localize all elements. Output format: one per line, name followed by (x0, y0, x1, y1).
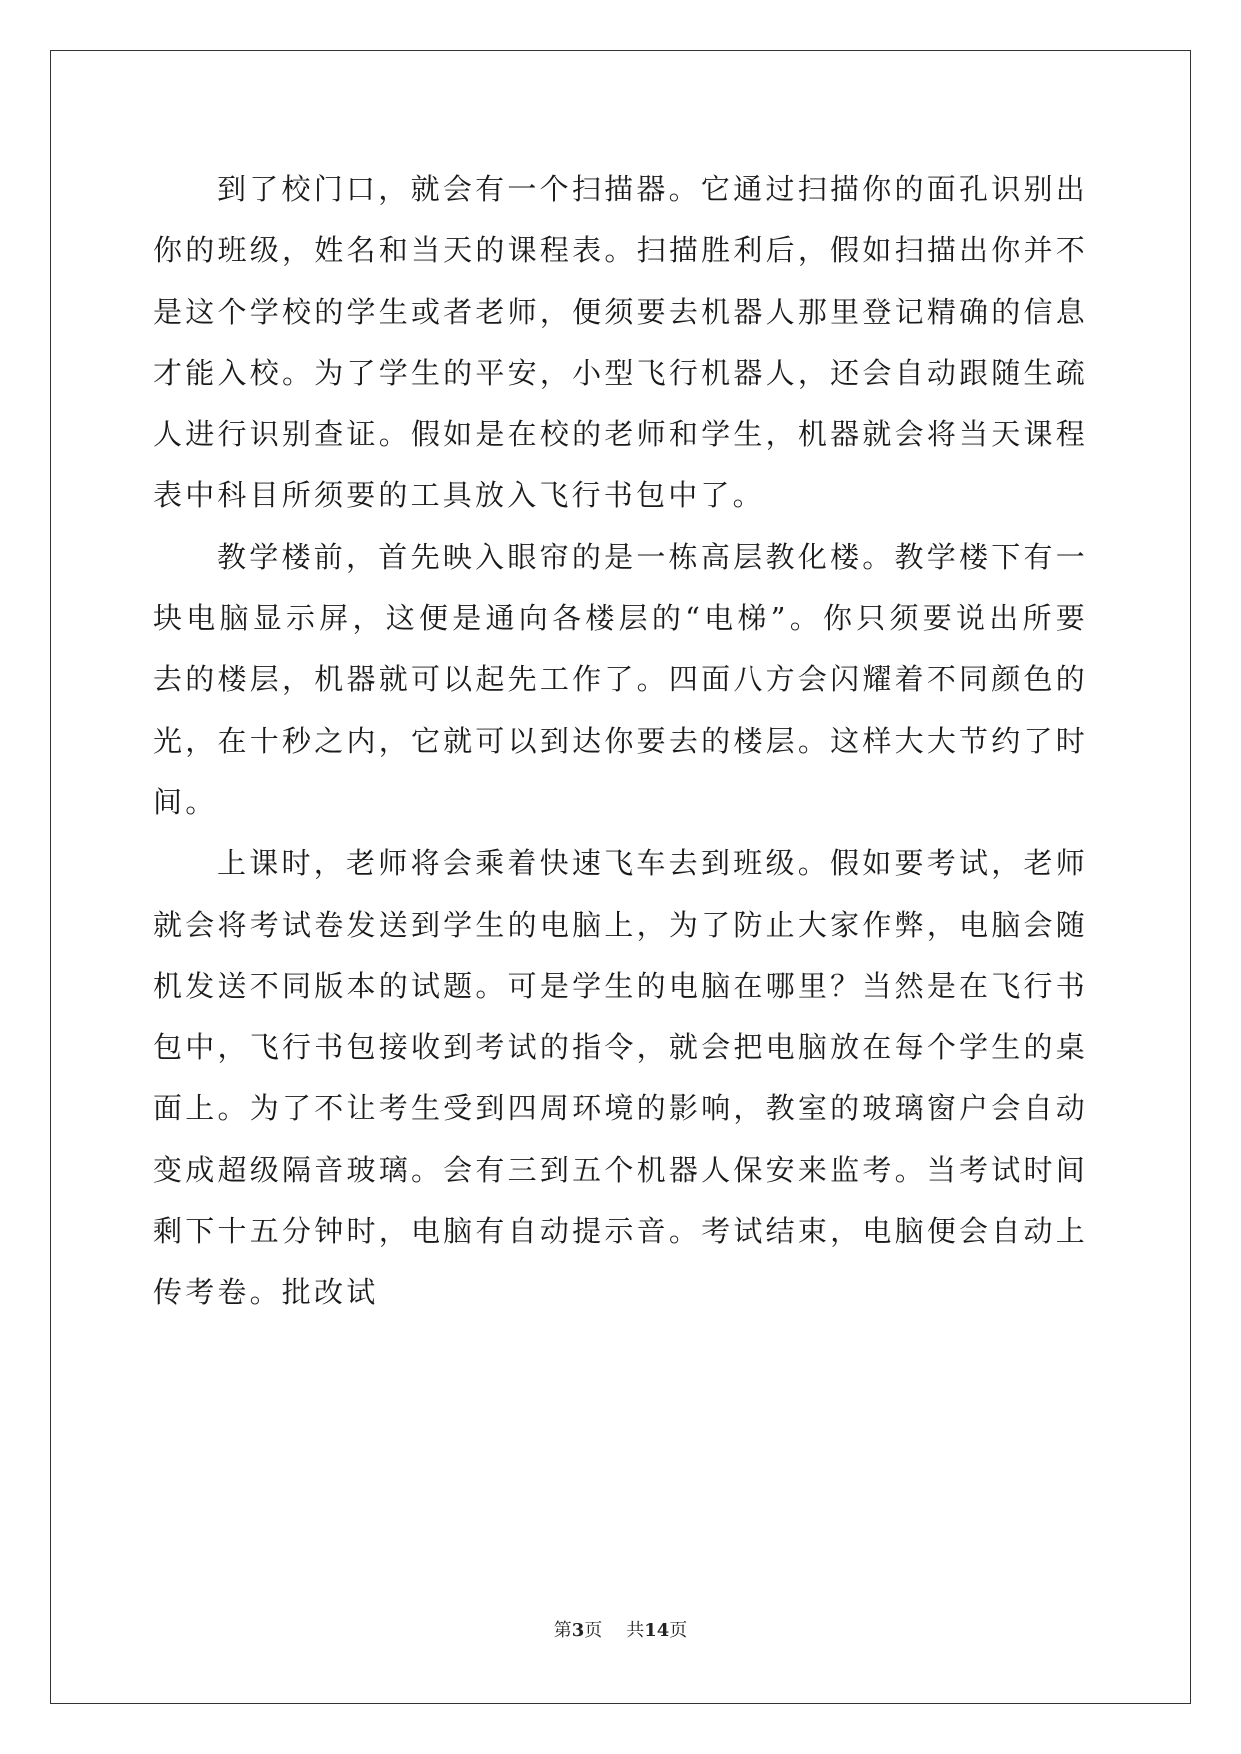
footer-page-suffix: 页 (584, 1620, 603, 1641)
footer-prefix: 第 (553, 1620, 572, 1641)
paragraph-3: 上课时，老师将会乘着快速飞车去到班级。假如要考试，老师就会将考试卷发送到学生的电脑上，为了防止大家作弊，电脑会随机发送不同版本的试题。可是学生的电脑在哪里？当然是在飞行书包中，飞行书包接收到考试的指令，就会把电脑放在每个学生的桌面上。为了不让考生受到四周环境的影响，教室的玻璃窗户会自动变成超级隔音玻璃。会有三到五个机器人保安来监考。当考试时间剩下十五分钟时，电脑有自动提示音。考试结束，电脑便会自动上传考卷。批改试 (153, 846, 1088, 1310)
paragraph-1: 到了校门口，就会有一个扫描器。它通过扫描你的面孔识别出你的班级，姓名和当天的课程表。扫描胜利后，假如扫描出你并不是这个学校的学生或者老师，便须要去机器人那里登记精确的信息才能入校。为了学生的平安，小型飞行机器人，还会自动跟随生疏人进行识别查证。假如是在校的老师和学生，机器就会将当天课程表中科目所须要的工具放入飞行书包中了。 (153, 172, 1088, 513)
paragraph-2: 教学楼前，首先映入眼帘的是一栋高层教化楼。教学楼下有一块电脑显示屏，这便是通向各楼层的“电梯”。你只须要说出所要去的楼层，机器就可以起先工作了。四面八方会闪耀着不同颜色的光，在十秒之内，它就可以到达你要去的楼层。这样大大节约了时间。 (153, 539, 1088, 819)
footer-total-suffix: 页 (669, 1620, 688, 1641)
footer-total-pages: 14 (644, 1620, 670, 1641)
footer-total-prefix: 共 (626, 1620, 645, 1641)
document-body (153, 159, 1088, 1324)
footer-page-number: 3 (571, 1620, 585, 1641)
page-footer (0, 1616, 1241, 1642)
